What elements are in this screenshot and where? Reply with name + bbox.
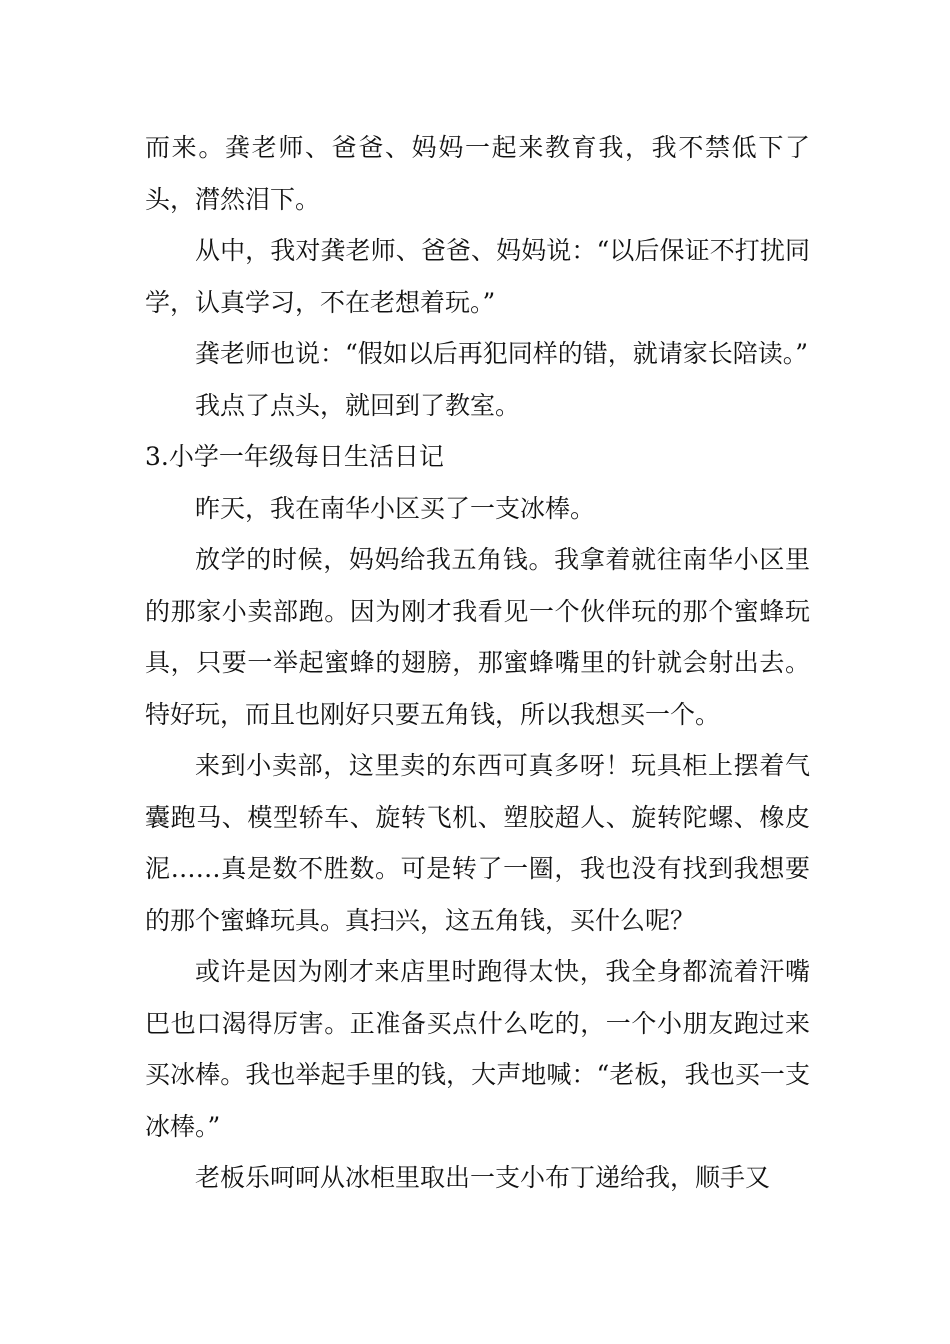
paragraph: 放学的时候，妈妈给我五角钱。我拿着就往南华小区里的那家小卖部跑。因为刚才我看见一个伙伴玩的那个蜜蜂玩具，只要一举起蜜蜂的翅膀，那蜜蜂嘴里的针就会射出去。特好玩，而且也刚好只要五角钱，所以我想买一个。 <box>145 545 810 729</box>
paragraph-continuation: 而来。龚老师、爸爸、妈妈一起来教育我，我不禁低下了头，潸然泪下。 <box>145 133 810 214</box>
paragraph: 来到小卖部，这里卖的东西可真多呀！玩具柜上摆着气囊跑马、模型轿车、旋转飞机、塑胶超人、旋转陀螺、橡皮泥……真是数不胜数。可是转了一圈，我也没有找到我想要的那个蜜蜂玩具。真扫兴，这五角钱，买什么呢？ <box>145 751 810 935</box>
paragraph: 我点了点头，就回到了教室。 <box>195 390 521 420</box>
section-heading: 3.小学一年级每日生活日记 <box>145 442 444 471</box>
paragraph: 从中，我对龚老师、爸爸、妈妈说：“以后保证不打扰同学，认真学习，不在老想着玩。” <box>145 236 810 317</box>
paragraph: 昨天，我在南华小区买了一支冰棒。 <box>195 493 596 523</box>
document-body <box>145 122 810 1204</box>
paragraph: 或许是因为刚才来店里时跑得太快，我全身都流着汗嘴巴也口渴得厉害。正准备买点什么吃的，一个小朋友跑过来买冰棒。我也举起手里的钱，大声地喊：“老板，我也买一支冰棒。” <box>145 957 810 1141</box>
paragraph: 老板乐呵呵从冰柜里取出一支小布丁递给我，顺手又 <box>195 1163 771 1192</box>
paragraph: 龚老师也说：“假如以后再犯同样的错，就请家长陪读。” <box>195 339 809 368</box>
